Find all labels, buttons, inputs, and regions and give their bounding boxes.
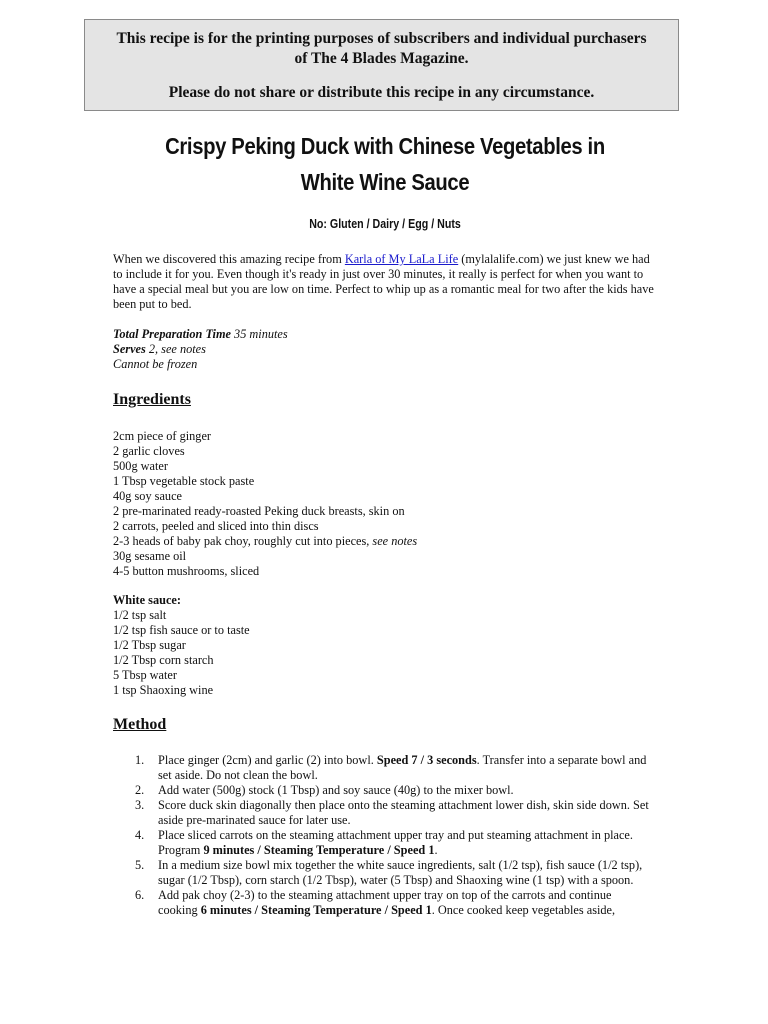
- step-text: Add pak choy (2-3) to the steaming attachment upper tray on top of the carrots and continue cooking 6 minutes / Steaming Temperature / Speed 1. Once cooked keep vegetables aside,: [158, 888, 616, 917]
- serves-label: Serves: [113, 342, 146, 356]
- ingredient-item: 2 pre-marinated ready-roasted Peking duck breasts, skin on: [113, 504, 405, 518]
- sauce-item: 1/2 Tbsp sugar: [113, 638, 186, 652]
- method-heading: Method: [113, 716, 167, 733]
- step-text: In a medium size bowl mix together the white sauce ingredients, salt (1/2 tsp), fish sauce (1/2 tsp), sugar (1/2 Tbsp), corn starch (1/2 Tbsp), water (5 Tbsp) and Shaoxing wine (1 tsp) with a spoon.: [158, 858, 643, 887]
- method-step: [113, 783, 653, 798]
- step-text: Score duck skin diagonally then place onto the steaming attachment lower dish, skin side down. Set aside pre-marinated sauce for later use.: [158, 798, 649, 827]
- ingredient-item: 2 garlic cloves: [113, 444, 185, 458]
- method-step: [113, 828, 653, 858]
- sauce-item: 1/2 tsp salt: [113, 608, 167, 622]
- step-setting: 9 minutes / Steaming Temperature / Speed 1: [203, 843, 435, 857]
- allergen-info: No: Gluten / Dairy / Egg / Nuts: [309, 216, 461, 231]
- ingredient-item: 2 carrots, peeled and sliced into thin discs: [113, 519, 319, 533]
- method-step: [113, 888, 653, 918]
- ingredients-heading: Ingredients: [113, 391, 191, 408]
- method-step: [113, 858, 653, 888]
- step-number: 3.: [135, 798, 145, 812]
- ingredient-item: 30g sesame oil: [113, 549, 187, 563]
- intro-text-end: (mylalalife.com) we just knew we had to include it for you. Even though it's ready in just over 30 minutes, it really is perfect for when you want to have a special meal but you are low on time. Perfect to whip up as a romantic meal for two after the kids have been put to bed.: [113, 252, 654, 311]
- pak-choy-note: see notes: [372, 534, 418, 548]
- author-link[interactable]: Karla of My LaLa Life: [344, 252, 459, 266]
- ingredient-item: 2cm piece of ginger: [113, 429, 211, 443]
- prep-time-value: 35 minutes: [230, 327, 288, 341]
- pak-choy-text: 2-3 heads of baby pak choy, roughly cut into pieces,: [113, 534, 373, 548]
- step-text: Place ginger (2cm) and garlic (2) into bowl. Speed 7 / 3 seconds. Transfer into a separate bowl and set aside. Do not clean the bowl.: [158, 753, 647, 782]
- step-setting: 6 minutes / Steaming Temperature / Speed 1: [200, 903, 432, 917]
- sauce-item: 5 Tbsp water: [113, 668, 177, 682]
- method-step: [113, 798, 653, 828]
- notice-line-1: This recipe is for the printing purposes of subscribers and individual purchasers of The 4 Blades Magazine.: [116, 30, 647, 67]
- prep-time-label: Total Preparation Time: [113, 327, 231, 341]
- method-step: [113, 753, 653, 783]
- sauce-item: 1 tsp Shaoxing wine: [113, 683, 214, 697]
- step-number: 2.: [135, 783, 145, 797]
- prep-time: [113, 327, 658, 342]
- white-sauce-list: [113, 593, 658, 698]
- ingredient-item: 40g soy sauce: [113, 489, 182, 503]
- step-number: 5.: [135, 858, 145, 872]
- intro-text-start: When we discovered this amazing recipe from: [113, 252, 345, 266]
- ingredient-list: [113, 429, 658, 579]
- ingredient-item: 4-5 button mushrooms, sliced: [113, 564, 260, 578]
- ingredient-item: 1 Tbsp vegetable stock paste: [113, 474, 255, 488]
- step-number: 6.: [135, 888, 145, 902]
- ingredient-item: 500g water: [113, 459, 168, 473]
- step-number: 4.: [135, 828, 145, 842]
- serves: [113, 342, 658, 357]
- sauce-item: 1/2 tsp fish sauce or to taste: [113, 623, 250, 637]
- white-sauce-title: White sauce:: [113, 593, 181, 607]
- freeze-note: Cannot be frozen: [113, 357, 198, 371]
- recipe-meta: [113, 327, 658, 372]
- notice-line-2: Please do not share or distribute this recipe in any circumstance.: [168, 84, 595, 101]
- intro-paragraph: [113, 252, 658, 312]
- recipe-title: Crispy Peking Duck with Chinese Vegetables in White Wine Sauce: [165, 133, 605, 195]
- distribution-notice: [84, 19, 679, 111]
- step-setting: Speed 7 / 3 seconds: [376, 753, 477, 767]
- step-text: Place sliced carrots on the steaming attachment upper tray and put steaming attachment in place. Program 9 minutes / Steaming Temperature / Speed 1.: [158, 828, 633, 857]
- step-number: 1.: [135, 753, 145, 767]
- ingredient-item: [113, 534, 658, 549]
- serves-value: 2, see notes: [145, 342, 206, 356]
- method-steps: [113, 753, 653, 918]
- sauce-item: 1/2 Tbsp corn starch: [113, 653, 214, 667]
- step-text: Add water (500g) stock (1 Tbsp) and soy sauce (40g) to the mixer bowl.: [158, 783, 514, 797]
